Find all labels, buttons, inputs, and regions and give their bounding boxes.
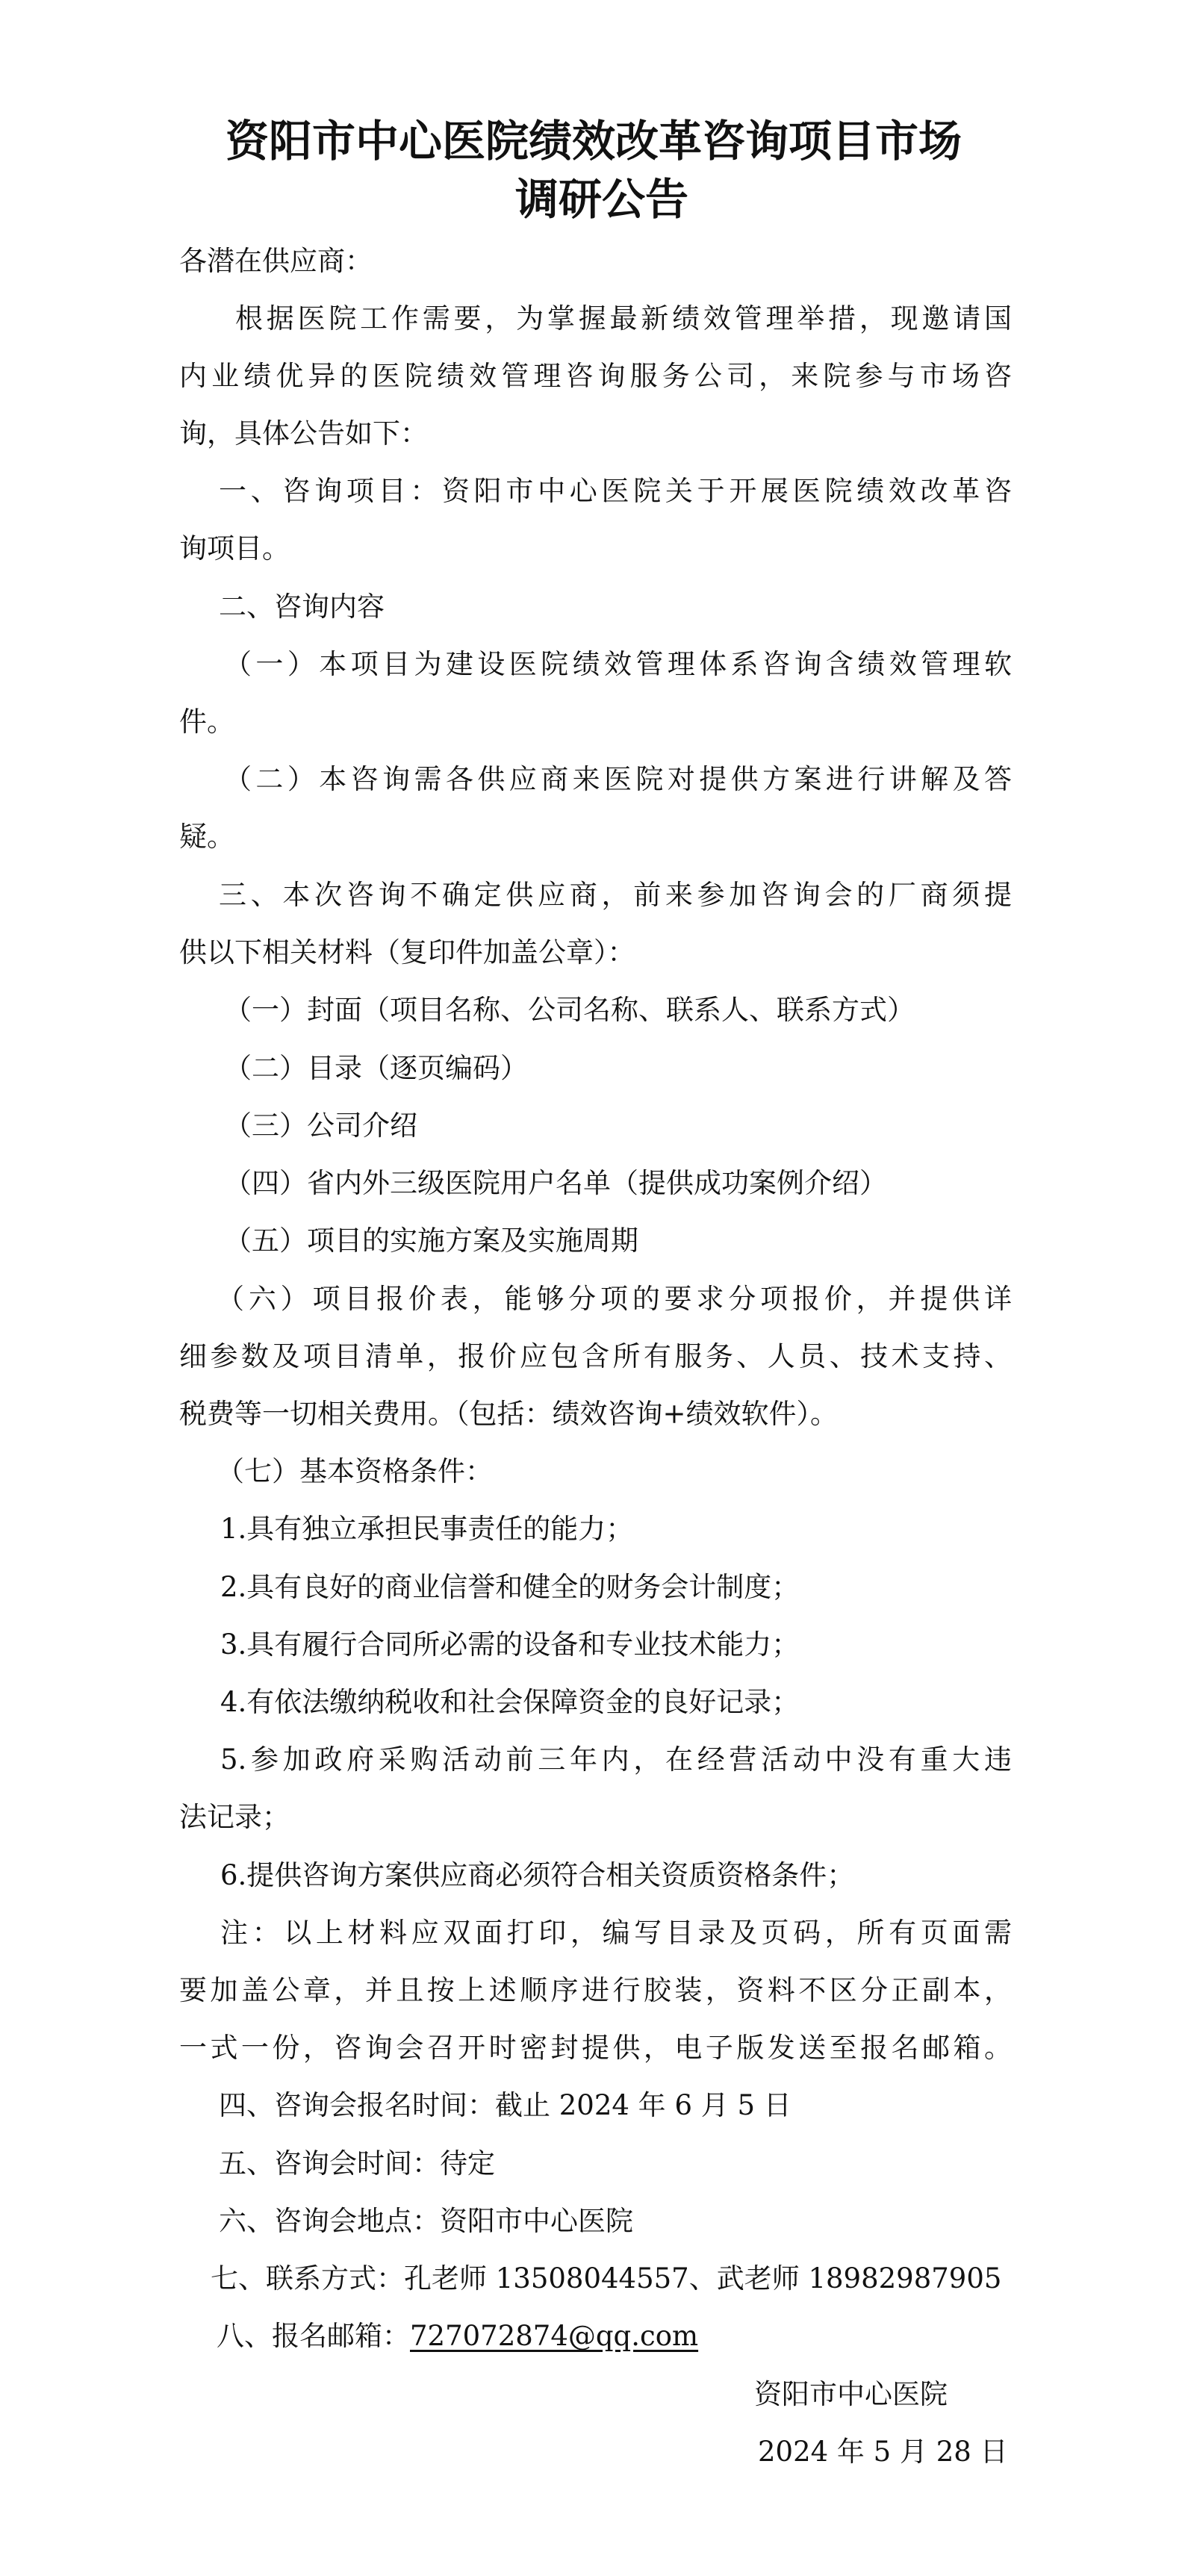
section4-registration-deadline: 四、咨询会报名时间：截止 2024 年 6 月 5 日 [219, 2089, 791, 2121]
section2-item1-line-1: （一）本项目为建设医院绩效管理体系咨询含绩效管理软 [224, 648, 1012, 680]
note-line-3: 一式一份，咨询会召开时密封提供，电子版发送至报名邮箱。 [179, 2032, 1012, 2064]
item7-heading: （七）基本资格条件： [217, 1455, 493, 1487]
qualification-5-line-1: 5.参加政府采购活动前三年内，在经营活动中没有重大违 [220, 1743, 1012, 1776]
qualification-3: 3.具有履行合同所必需的设备和专业技术能力； [220, 1628, 800, 1661]
item6-line-1: （六）项目报价表，能够分项的要求分项报价，并提供详 [217, 1283, 1012, 1315]
document-title-line-1: 资阳市中心医院绩效改革咨询项目市场 [225, 116, 962, 167]
signature-organization: 资阳市中心医院 [754, 2378, 948, 2410]
material-company-intro: （三）公司介绍 [224, 1110, 417, 1142]
material-contents: （二）目录（逐页编码） [224, 1052, 528, 1084]
intro-line-1: 根据医院工作需要，为掌握最新绩效管理举措，现邀请国 [235, 302, 1012, 335]
qualification-6: 6.提供咨询方案供应商必须符合相关资质资格条件； [220, 1859, 855, 1891]
salutation: 各潜在供应商： [179, 245, 373, 277]
section5-meeting-time: 五、咨询会时间：待定 [219, 2147, 495, 2180]
material-implementation-plan: （五）项目的实施方案及实施周期 [224, 1225, 638, 1257]
section1-line-2: 询项目。 [179, 532, 290, 564]
qualification-2: 2.具有良好的商业信誉和健全的财务会计制度； [220, 1571, 800, 1603]
document-title-line-2: 调研公告 [515, 174, 689, 225]
section3-line-2: 供以下相关材料（复印件加盖公章）： [179, 936, 635, 968]
material-cover: （一）封面（项目名称、公司名称、联系人、联系方式） [224, 994, 915, 1026]
section6-meeting-location: 六、咨询会地点：资阳市中心医院 [219, 2205, 633, 2237]
item6-line-3: 税费等一切相关费用。（包括：绩效咨询+绩效软件）。 [179, 1398, 839, 1430]
note-line-1: 注：以上材料应双面打印，编写目录及页码，所有页面需 [220, 1917, 1012, 1949]
material-hospital-clients: （四）省内外三级医院用户名单（提供成功案例介绍） [224, 1167, 887, 1199]
registration-email-link[interactable]: 727072874@qq.com [410, 2320, 699, 2352]
section2-heading: 二、咨询内容 [219, 591, 385, 623]
section2-item2-line-1: （二）本咨询需各供应商来医院对提供方案进行讲解及答 [224, 763, 1012, 795]
qualification-4: 4.有依法缴纳税收和社会保障资金的良好记录； [220, 1686, 800, 1718]
signature-date: 2024 年 5 月 28 日 [758, 2436, 1008, 2468]
item6-line-2: 细参数及项目清单，报价应包含所有服务、人员、技术支持、 [179, 1340, 1012, 1372]
section7-contacts: 七、联系方式：孔老师 13508044557、武老师 18982987905 [211, 2262, 1002, 2295]
intro-line-2: 内业绩优异的医院绩效管理咨询服务公司，来院参与市场咨 [179, 360, 1012, 392]
note-line-2: 要加盖公章，并且按上述顺序进行胶装，资料不区分正副本， [179, 1974, 1012, 2006]
section8-registration-email [217, 2318, 1049, 2355]
qualification-5-line-2: 法记录； [179, 1801, 290, 1833]
email-label: 八、报名邮箱： [217, 2320, 410, 2352]
section1-line-1: 一、咨询项目：资阳市中心医院关于开展医院绩效改革咨 [219, 475, 1012, 507]
intro-line-3: 询，具体公告如下： [179, 417, 428, 449]
section2-item2-line-2: 疑。 [179, 821, 234, 853]
qualification-1: 1.具有独立承担民事责任的能力； [220, 1513, 634, 1545]
section2-item1-line-2: 件。 [179, 706, 234, 738]
section3-line-1: 三、本次咨询不确定供应商，前来参加咨询会的厂商须提 [219, 879, 1012, 911]
